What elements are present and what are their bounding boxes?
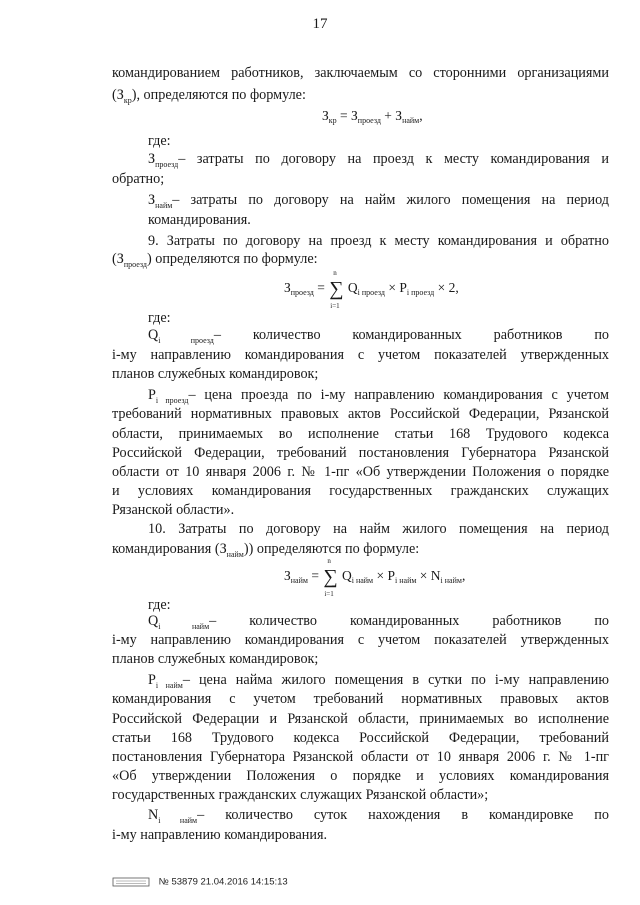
- text-line: командирования $(З_{найм})$) определяются по формуле:: [112, 541, 420, 559]
- text-line: 9. Затраты по договору на проезд к месту командирования и обратно: [148, 233, 609, 249]
- text-line: планов служебных командировок;: [112, 366, 319, 382]
- text-line: Рязанской области».: [112, 502, 235, 518]
- paren: (: [112, 87, 117, 103]
- text-line: где:: [148, 310, 171, 326]
- text-line: $(З_{кр})$, определяются по формуле:: [112, 87, 306, 105]
- text-line: i-му направлению командирования.: [112, 827, 328, 843]
- text-line: области, принимаемых во исполнение статьи 168 Трудового кодекса: [112, 426, 609, 442]
- text-line: и условиях командирования государственных гражданских служащих: [112, 483, 609, 499]
- text-line: области от 10 января 2006 г. № 1-пг «Об утверждении Положения о порядке: [112, 464, 609, 480]
- text-line: планов служебных командировок;: [112, 651, 319, 667]
- text-line: $P_{i найм}-$ цена найма жилого помещения в сутки по i-му направлению: [148, 672, 610, 690]
- text-line: где:: [148, 133, 171, 149]
- text-line: $З_{проезд}-$ затраты по договору на проезд к месту командирования и: [148, 151, 609, 169]
- text-line: i-му направлению командирования с учетом показателей утвержденных: [112, 632, 609, 648]
- text-line: i-му направлению командирования с учетом показателей утвержденных: [112, 347, 609, 363]
- text-line: где:: [148, 597, 171, 613]
- text-line: $P_{i проезд}-$ цена проезда по i-му направлению командирования с учетом: [148, 387, 609, 405]
- text-line: $Q_{i проезд}-$ количество командированных работников по: [148, 327, 609, 345]
- text-line: обратно;: [112, 171, 165, 187]
- text-line: «Об утверждении Положения о порядке и условиях командирования: [112, 768, 609, 784]
- text-line: $Q_{i найм}-$ количество командированных работников по: [148, 613, 609, 631]
- doc-number: № 53879 21.04.2016 14:15:13: [158, 876, 288, 888]
- text-line: $З_{найм}-$ затраты по договору на найм жилого помещения на период: [148, 192, 609, 210]
- text-line: 10. Затраты по договору на найм жилого помещения на период: [148, 521, 609, 537]
- formula-naim: $З_{найм}$ = n ∑ i=1 $Q_{i найм} \times P_{i найм} \times N_{i найм}$,: [284, 557, 466, 598]
- text-line: статьи 168 Трудового кодекса Российской Федерации, требований: [112, 730, 609, 746]
- text-line: командирования.: [148, 212, 251, 228]
- text-line: государственных гражданских служащих Рязанской области»;: [112, 787, 489, 803]
- sum-symbol: n ∑ i=1: [323, 557, 338, 598]
- text-line: командированием работников, заключаемым со сторонними организациями: [112, 65, 609, 81]
- sum-symbol: n ∑ i=1: [329, 269, 344, 310]
- text-line: командирования с учетом требований нормативных правовых актов: [112, 691, 609, 707]
- footer: [112, 876, 288, 888]
- formula-proezd: $З_{проезд}$ = n ∑ i=1 $Q_{i проезд} \times P_{i проезд} \times 2$,: [284, 269, 459, 310]
- government-logo-icon: [112, 876, 150, 888]
- formula-kr: $З_{кр} = З_{проезд} + З_{найм}$,: [322, 108, 423, 125]
- text-line: требований нормативных правовых актов Российской Федерации, Рязанской: [112, 406, 609, 422]
- page-number: 17: [312, 16, 328, 32]
- text-line: Российской Федерации и Рязанской области, принимаемых во исполнение: [112, 711, 609, 727]
- text-line: Российской Федерации, требований постановления Губернатора Рязанской: [112, 445, 609, 461]
- text-line: $N_{i найм}-$ количество суток нахождения в командировке по: [148, 807, 609, 825]
- text-line: $(З_{проезд})$ определяются по формуле:: [112, 251, 318, 269]
- text-line: постановления Губернатора Рязанской области от 10 января 2006 г. № 1-пг: [112, 749, 609, 765]
